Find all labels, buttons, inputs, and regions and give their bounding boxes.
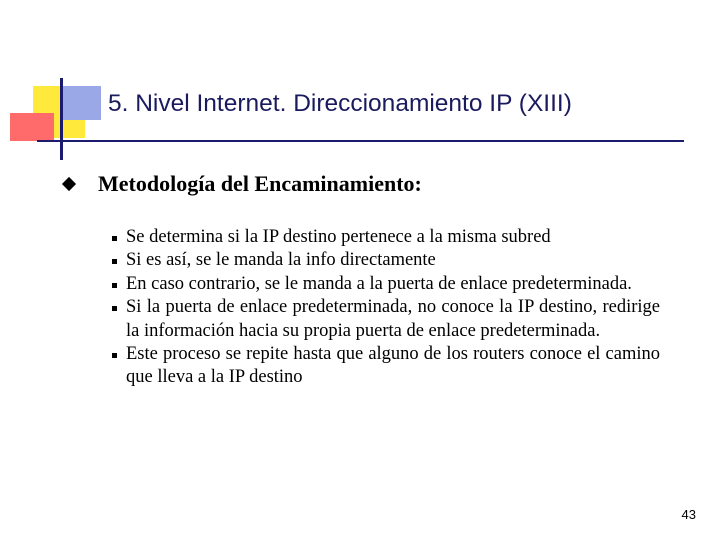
square-bullet-icon <box>112 353 117 358</box>
page-number: 43 <box>681 507 696 522</box>
main-bullet <box>58 171 422 197</box>
diamond-bullet-icon <box>62 177 76 191</box>
list-item-text: Si la puerta de enlace predeterminada, no conoce la IP destino, redirige la información hacia su propia puerta de enlace predeterminada. <box>126 297 660 341</box>
decor-blue-square <box>63 86 101 120</box>
list-item-text: Si es así, se le manda la info directamente <box>126 250 436 271</box>
decor-vertical-line <box>60 78 63 160</box>
list-item-text: En caso contrario, se le manda a la puerta de enlace predeterminada. <box>126 273 632 294</box>
list-item-text: Se determina si la IP destino pertenece a la misma subred <box>126 227 551 247</box>
list-item <box>110 249 660 272</box>
list-item <box>110 296 660 343</box>
square-bullet-icon <box>112 306 117 311</box>
list-item <box>110 226 660 249</box>
list-item <box>110 343 660 390</box>
sub-bullet-list <box>110 226 660 390</box>
square-bullet-icon <box>112 259 117 264</box>
decor-red-square <box>10 113 54 141</box>
title-underline <box>37 140 684 142</box>
square-bullet-icon <box>112 283 117 288</box>
square-bullet-icon <box>112 236 117 241</box>
list-item-text: Este proceso se repite hasta que alguno de los routers conoce el camino que lleva a la IP destino <box>126 344 660 388</box>
list-item <box>110 273 660 296</box>
slide-title: 5. Nivel Internet. Direccionamiento IP (XIII) <box>108 90 572 117</box>
main-bullet-text: Metodología del Encaminamiento: <box>98 171 422 196</box>
